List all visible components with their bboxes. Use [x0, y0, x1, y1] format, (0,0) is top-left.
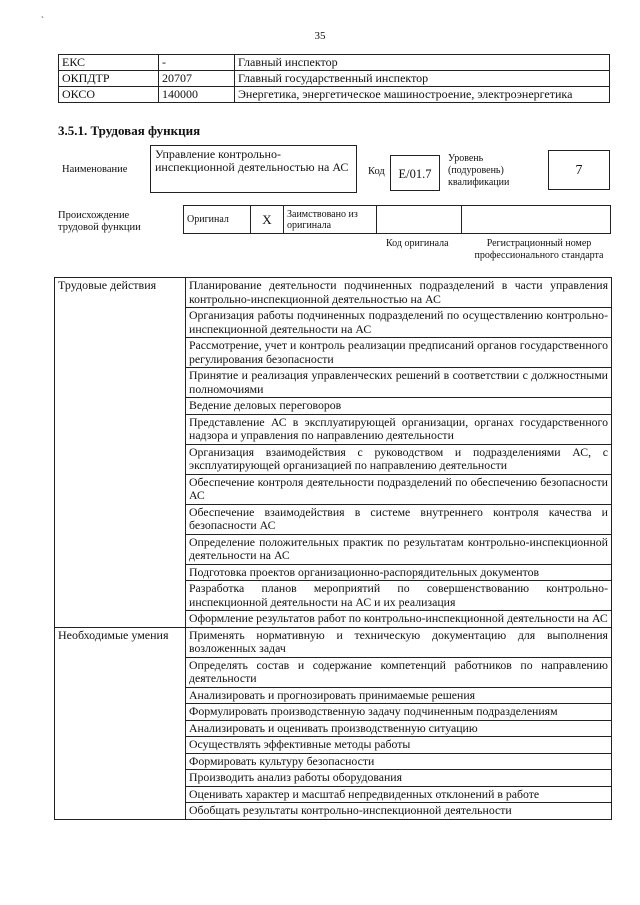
skill-row-text: Осуществлять эффективные методы работы — [186, 737, 612, 754]
classification-row — [59, 87, 610, 103]
original-label: Оригинал — [184, 206, 251, 234]
origin-label: Происхождение трудовой функции — [58, 210, 141, 233]
labor-action-row-text: Планирование деятельности подчиненных подразделений в части управления контрольно-инспекционной деятельностью на АС — [186, 278, 612, 308]
labor-action-row — [55, 278, 612, 308]
level-label: Уровень (подуровень) квалификации — [448, 153, 510, 188]
classification-number: 20707 — [159, 71, 235, 87]
original-code-cell — [377, 206, 462, 234]
classification-code: ЕКС — [59, 55, 159, 71]
borrowed-label: Заимствовано из оригинала — [284, 206, 377, 234]
original-code-label: Код оригинала — [386, 238, 449, 249]
skill-row-text: Применять нормативную и техническую документацию для выполнения возложенных задач — [186, 627, 612, 657]
skill-row-text: Определять состав и содержание компетенций работников по направлению деятельности — [186, 657, 612, 687]
labor-action-row-text: Рассмотрение, учет и контроль реализации предписаний органов государственного регулирования безопасности — [186, 338, 612, 368]
labor-action-row-text: Ведение деловых переговоров — [186, 398, 612, 415]
skill-row — [55, 627, 612, 657]
labor-actions-label: Трудовые действия — [55, 278, 186, 628]
reg-number-label: Регистрационный номер профессионального стандарта — [474, 238, 604, 261]
labor-action-row-text: Организация взаимодействия с руководством и подразделениями АС, с эксплуатирующей организацией по направлению деятельности — [186, 444, 612, 474]
page-number: 35 — [314, 30, 326, 42]
skill-row-text: Формулировать производственную задачу подчиненным подразделениям — [186, 704, 612, 721]
skill-row-text: Производить анализ работы оборудования — [186, 770, 612, 787]
classification-name: Главный инспектор — [235, 55, 610, 71]
classification-row — [59, 71, 610, 87]
function-table — [54, 277, 612, 820]
skill-row-text: Обобщать результаты контрольно-инспекционной деятельности — [186, 803, 612, 820]
skill-row-text: Формировать культуру безопасности — [186, 753, 612, 770]
labor-action-row-text: Обеспечение взаимодействия в системе внутреннего контроля качества и безопасности АС — [186, 504, 612, 534]
classification-row — [59, 55, 610, 71]
classification-number: - — [159, 55, 235, 71]
name-label: Наименование — [62, 164, 128, 175]
classification-number: 140000 — [159, 87, 235, 103]
code-label: Код — [368, 166, 385, 177]
classification-code: ОКСО — [59, 87, 159, 103]
skill-row-text: Анализировать и прогнозировать принимаемые решения — [186, 687, 612, 704]
original-mark: X — [251, 206, 284, 234]
reg-number-cell — [462, 206, 611, 234]
qualification-level-field: 7 — [548, 150, 610, 190]
function-code-field: E/01.7 — [390, 155, 440, 191]
classification-table — [58, 54, 610, 103]
origin-table — [183, 205, 611, 234]
labor-action-row-text: Организация работы подчиненных подразделений по осуществлению контрольно-инспекционной деятельности на АС — [186, 308, 612, 338]
labor-action-row-text: Оформление результатов работ по контрольно-инспекционной деятельности на АС — [186, 611, 612, 628]
classification-name: Энергетика, энергетическое машиностроение, электроэнергетика — [235, 87, 610, 103]
labor-action-row-text: Представление АС в эксплуатирующей организации, органах государственного надзора и управления по направлению деятельности — [186, 414, 612, 444]
section-title: 3.5.1. Трудовая функция — [58, 123, 201, 138]
labor-action-row-text: Определение положительных практик по результатам контрольно-инспекционной деятельности на АС — [186, 534, 612, 564]
labor-action-row-text: Принятие и реализация управленческих решений в соответствии с должностными полномочиями — [186, 368, 612, 398]
required-skills-label: Необходимые умения — [55, 627, 186, 819]
labor-action-row-text: Подготовка проектов организационно-распорядительных документов — [186, 564, 612, 581]
skill-row-text: Оценивать характер и масштаб непредвиденных отклонений в работе — [186, 786, 612, 803]
labor-action-row-text: Обеспечение контроля деятельности подразделений по обеспечению безопасности АС — [186, 474, 612, 504]
classification-code: ОКПДТР — [59, 71, 159, 87]
classification-name: Главный государственный инспектор — [235, 71, 610, 87]
skill-row-text: Анализировать и оценивать производственную ситуацию — [186, 720, 612, 737]
function-name-field: Управление контрольно-инспекционной деятельностью на АС — [150, 145, 357, 193]
labor-action-row-text: Разработка планов мероприятий по совершенствованию контрольно-инспекционной деятельности на АС и их реализация — [186, 581, 612, 611]
corner-mark: ` — [41, 15, 44, 25]
